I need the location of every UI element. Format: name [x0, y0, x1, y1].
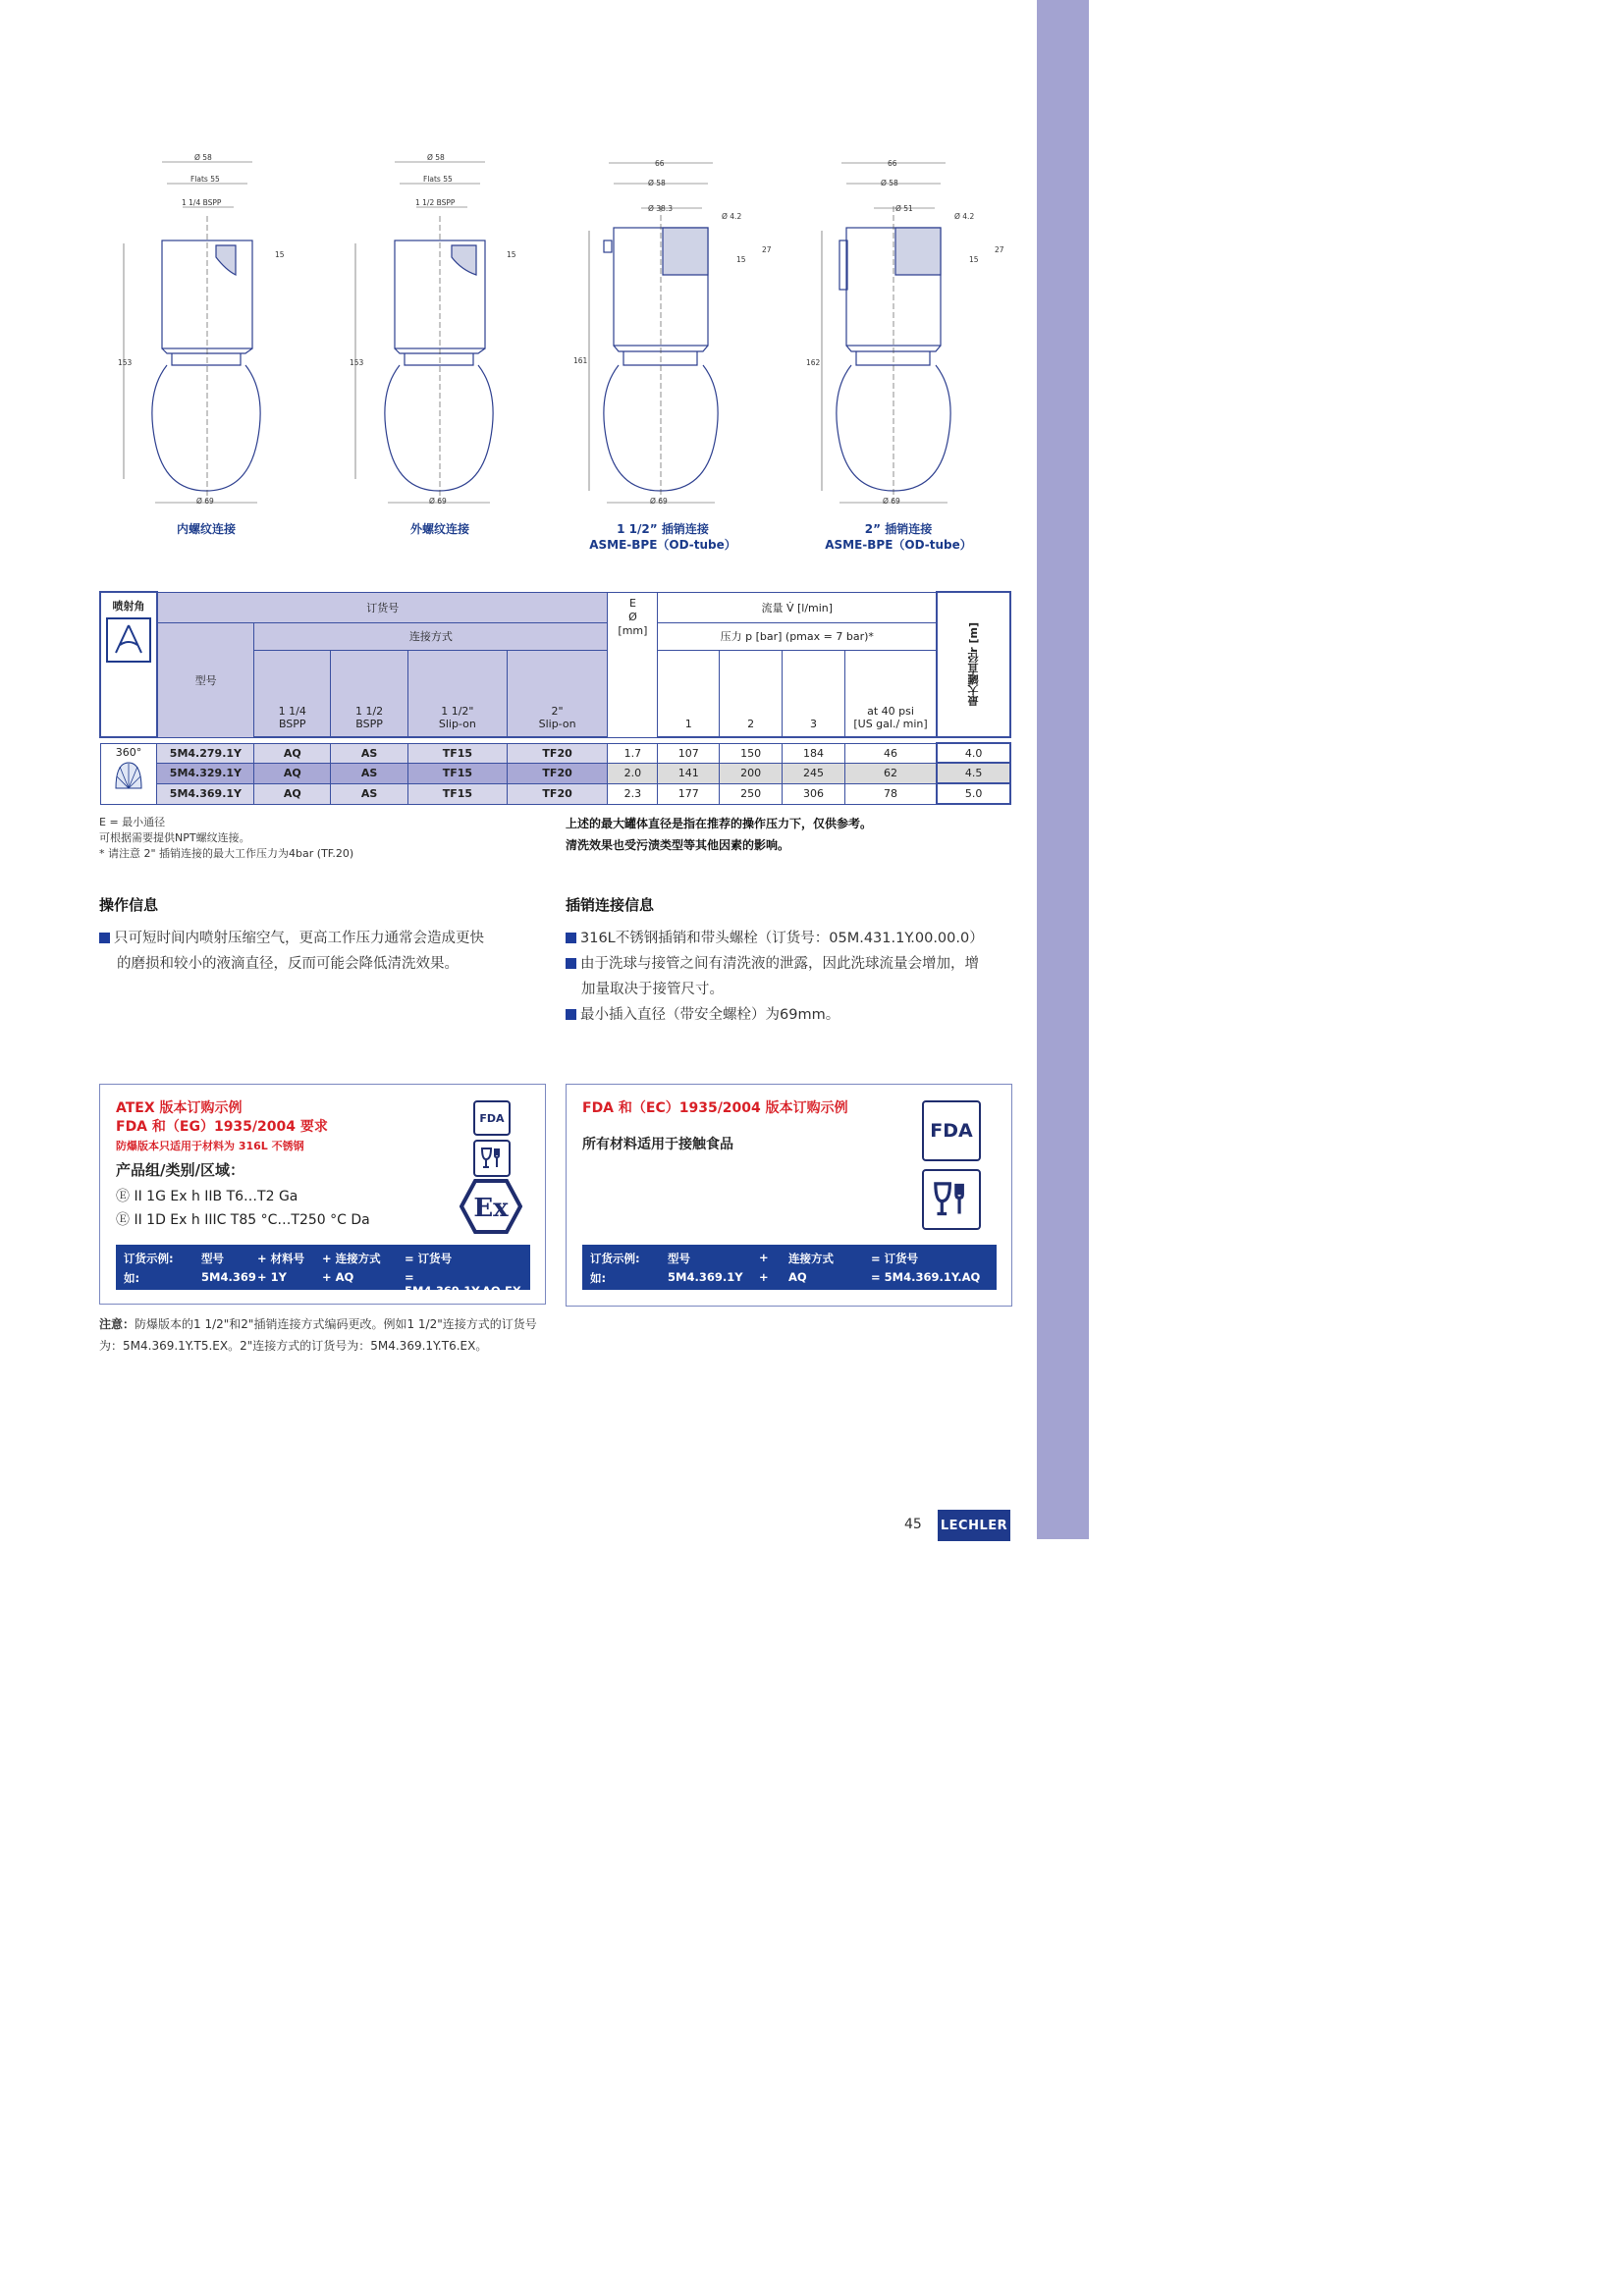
- row3-psi: 78: [844, 783, 937, 804]
- row3-p2: 250: [720, 783, 783, 804]
- slipon-b2b: 加量取决于接管尺寸。: [581, 982, 724, 997]
- angle-cell: [100, 743, 157, 804]
- operating-line1: 只可短时间内喷射压缩空气，更高工作压力通常会造成更快: [114, 931, 484, 946]
- fda-subtitle: 所有材料适用于接触食品: [582, 1137, 733, 1152]
- row1-c1: AQ: [254, 743, 331, 763]
- food-contact-icon: [473, 1140, 511, 1177]
- spray-angle-icon: [106, 617, 151, 663]
- spec-table: [99, 591, 1011, 805]
- atex-ord-v3: + 1Y: [257, 1270, 287, 1284]
- atex-ord-v1: 如:: [124, 1271, 140, 1285]
- caption-slipon-2: [815, 521, 982, 553]
- d3-dia42: Ø 4.2: [722, 212, 742, 221]
- atex-ord-v2: 5M4.369: [201, 1270, 256, 1284]
- atex-g2: Ⓔ II 1D Ex h IIIC T85 °C…T250 °C Da: [116, 1212, 370, 1228]
- table-row: [100, 783, 1010, 804]
- footnote-line2: 为：5M4.369.1Y.T5.EX。2"连接方式的订货号为：5M4.369.1Y.T6.EX。: [99, 1339, 488, 1353]
- pressure-header: 压力 p [bar] (pmax = 7 bar)*: [658, 622, 937, 650]
- technical-drawings: [88, 147, 1031, 560]
- fda-ord-h2: 型号: [668, 1252, 690, 1265]
- slipon-title: 插销连接信息: [566, 896, 655, 914]
- row2-p2: 200: [720, 763, 783, 783]
- d4-dia42: Ø 4.2: [954, 212, 975, 221]
- spray-pattern-icon: [112, 759, 145, 792]
- page-number: 45: [904, 1517, 922, 1532]
- caption-slipon-1-5-line2: ASME-BPE（OD-tube）: [589, 538, 736, 552]
- row3-c2: AS: [331, 783, 408, 804]
- row1-c2: AS: [331, 743, 408, 763]
- row2-p1: 141: [658, 763, 720, 783]
- atex-group: 产品组/类别/区域：: [116, 1161, 244, 1179]
- fda-ord-v1: 如:: [590, 1271, 607, 1285]
- fda-logo-large: [922, 1100, 981, 1161]
- note-cleaning: 清洗效果也受污渍类型等其他因素的影响。: [566, 838, 790, 852]
- footnote: [99, 1313, 551, 1357]
- d1-flats: Flats 55: [190, 175, 220, 184]
- atex-ord-v5: = 5M4.369.1Y.AQ.EX: [405, 1270, 521, 1298]
- conn-col-2: 1 1/2 BSPP: [331, 650, 408, 736]
- glass-fork-icon: [931, 1179, 972, 1220]
- conn-col-1: 1 1/4 BSPP: [254, 650, 331, 736]
- d4-h15: 15: [969, 255, 979, 264]
- d1-h15: 15: [275, 250, 285, 259]
- bullet-icon: [99, 933, 110, 943]
- caption-slipon-2-line1: 2” 插销连接: [864, 522, 933, 536]
- caption-internal-thread: 内螺纹连接: [176, 522, 236, 536]
- page-sidebar-stripe: [1037, 0, 1089, 1539]
- d4-h162: 162: [806, 358, 821, 367]
- d3-dia58: Ø 58: [648, 179, 666, 187]
- conn-col-3: 1 1/2" Slip-on: [407, 650, 507, 736]
- slipon-b2a: 由于洗球与接管之间有清洗液的泄露，因此洗球流量会增加，增: [580, 956, 979, 972]
- atex-title3: 防爆版本只适用于材料为 316L 不锈钢: [116, 1140, 304, 1152]
- fda-box: [566, 1084, 1012, 1307]
- row1-model: 5M4.279.1Y: [157, 743, 254, 763]
- model-header: 型号: [157, 622, 254, 737]
- d4-dia58: Ø 58: [881, 179, 898, 187]
- d1-thread: 1 1/4 BSPP: [182, 198, 222, 207]
- atex-order-example: [116, 1245, 530, 1298]
- bullet-icon: [566, 1009, 576, 1020]
- fda-ord-v3: +: [759, 1270, 769, 1284]
- spray-angle-header: [100, 592, 157, 737]
- row3-e: 2.3: [608, 783, 658, 804]
- note-pressure: * 请注意 2" 插销连接的最大工作压力为4bar (TF.20): [99, 847, 354, 860]
- caption-slipon-1-5-line1: 1 1/2” 插销连接: [617, 522, 709, 536]
- row2-c4: TF20: [507, 763, 608, 783]
- caption-slipon-1-5: [584, 521, 741, 553]
- pressure-2: 2: [720, 650, 783, 736]
- drawing-internal-thread: [152, 240, 260, 491]
- footnote-label: 注意：: [99, 1317, 135, 1331]
- d2-h15: 15: [507, 250, 516, 259]
- d4-dia69: Ø 69: [883, 497, 900, 506]
- row3-p3: 306: [783, 783, 845, 804]
- table-bold-notes: [566, 813, 872, 856]
- d1-dia69: Ø 69: [196, 497, 214, 506]
- pressure-psi: at 40 psi [US gal./ min]: [844, 650, 937, 736]
- d1-h153: 153: [118, 358, 133, 367]
- row2-c1: AQ: [254, 763, 331, 783]
- row2-e: 2.0: [608, 763, 658, 783]
- fda-ord-h4: 连接方式: [788, 1252, 834, 1265]
- row1-p2: 150: [720, 743, 783, 763]
- fda-ord-h5: = 订货号: [871, 1252, 919, 1265]
- slipon-b1: 316L不锈钢插销和带头螺栓（订货号：05M.431.1Y.00.00.0）: [580, 931, 984, 946]
- ex-hexagon-icon: [460, 1179, 522, 1234]
- fda-title: FDA 和（EC）1935/2004 版本订购示例: [582, 1100, 848, 1116]
- food-contact-icon-large: [922, 1169, 981, 1230]
- bullet-icon: [566, 958, 576, 969]
- table-notes: [99, 815, 353, 862]
- d2-h153: 153: [350, 358, 364, 367]
- row1-e: 1.7: [608, 743, 658, 763]
- d3-dia38: Ø 38.3: [648, 204, 673, 213]
- table-row: [100, 743, 1010, 763]
- atex-title1: ATEX 版本订购示例: [116, 1100, 243, 1116]
- fda-ord-h1: 订货示例:: [590, 1252, 640, 1265]
- row2-max: 4.5: [937, 763, 1010, 783]
- operating-title: 操作信息: [99, 896, 159, 914]
- e-header: E Ø [mm]: [608, 592, 658, 737]
- note-npt: 可根据需要提供NPT螺纹连接。: [99, 831, 250, 844]
- fda-order-example: [582, 1245, 997, 1290]
- fda-logo-text: FDA: [479, 1111, 505, 1125]
- slipon-b3: 最小插入直径（带安全螺栓）为69mm。: [580, 1007, 840, 1023]
- atex-title2: FDA 和（EG）1935/2004 要求: [116, 1119, 328, 1135]
- fda-logo: [473, 1100, 511, 1136]
- d2-thread: 1 1/2 BSPP: [415, 198, 456, 207]
- row1-p3: 184: [783, 743, 845, 763]
- d3-h161: 161: [573, 356, 588, 365]
- atex-g1: Ⓔ II 1G Ex h IIB T6…T2 Ga: [116, 1189, 298, 1204]
- order-no-header: 订货号: [157, 592, 608, 622]
- row1-max: 4.0: [937, 743, 1010, 763]
- d3-h27: 27: [762, 245, 772, 254]
- d3-w66: 66: [655, 159, 665, 168]
- atex-ord-h2: 型号: [201, 1252, 224, 1265]
- footnote-line1: 防爆版本的1 1/2"和2"插销连接方式编码更改。例如1 1/2"连接方式的订货号: [135, 1317, 537, 1331]
- glass-fork-icon: [479, 1146, 505, 1171]
- connection-header: 连接方式: [254, 622, 608, 650]
- table-row: [100, 763, 1010, 783]
- row2-p3: 245: [783, 763, 845, 783]
- d3-dia69: Ø 69: [650, 497, 668, 506]
- fda-ord-v2: 5M4.369.1Y: [668, 1270, 743, 1284]
- angle-value: 360°: [115, 745, 142, 759]
- max-dia-header: [937, 592, 1010, 737]
- operating-line2: 的磨损和较小的液滴直径，反而可能会降低清洗效果。: [117, 956, 459, 972]
- row2-c2: AS: [331, 763, 408, 783]
- drawing-external-thread: [385, 240, 493, 491]
- row2-model: 5M4.329.1Y: [157, 763, 254, 783]
- fda-ord-v5: = 5M4.369.1Y.AQ: [871, 1270, 981, 1284]
- d2-flats: Flats 55: [423, 175, 453, 184]
- d3-h15: 15: [736, 255, 746, 264]
- row1-c3: TF15: [407, 743, 507, 763]
- d2-dia69: Ø 69: [429, 497, 447, 506]
- pressure-1: 1: [658, 650, 720, 736]
- fda-ord-v4: AQ: [788, 1270, 807, 1284]
- pressure-3: 3: [783, 650, 845, 736]
- slipon-list: [566, 926, 1017, 1028]
- atex-box: [99, 1084, 546, 1305]
- flow-header: 流量 V̇ [l/min]: [658, 592, 937, 622]
- atex-ord-h4: + 连接方式: [322, 1252, 381, 1265]
- atex-ord-h5: = 订货号: [405, 1252, 453, 1265]
- row3-p1: 177: [658, 783, 720, 804]
- ex-text: Ex: [473, 1194, 509, 1223]
- row3-max: 5.0: [937, 783, 1010, 804]
- row3-c3: TF15: [407, 783, 507, 804]
- conn-col-4: 2" Slip-on: [507, 650, 608, 736]
- d4-w66: 66: [888, 159, 897, 168]
- note-e: E = 最小通径: [99, 816, 166, 828]
- atex-ord-v4: + AQ: [322, 1270, 354, 1284]
- row1-c4: TF20: [507, 743, 608, 763]
- note-max-dia: 上述的最大罐体直径是指在推荐的操作压力下，仅供参考。: [566, 817, 873, 830]
- row3-c1: AQ: [254, 783, 331, 804]
- row3-model: 5M4.369.1Y: [157, 783, 254, 804]
- row3-c4: TF20: [507, 783, 608, 804]
- caption-external-thread: 外螺纹连接: [409, 522, 469, 536]
- fda-ord-h3: +: [759, 1251, 769, 1264]
- max-dia-label: 最大罐直径r [m]: [966, 622, 980, 707]
- brand-logo: LECHLER: [938, 1510, 1010, 1541]
- bullet-icon: [566, 933, 576, 943]
- caption-slipon-2-line2: ASME-BPE（OD-tube）: [825, 538, 972, 552]
- spray-angle-label: 喷射角: [112, 600, 145, 613]
- row2-c3: TF15: [407, 763, 507, 783]
- row2-psi: 62: [844, 763, 937, 783]
- d4-dia51: Ø 51: [895, 204, 913, 213]
- atex-ord-h3: + 材料号: [257, 1252, 305, 1265]
- row1-p1: 107: [658, 743, 720, 763]
- operating-list: [99, 926, 541, 977]
- atex-ord-h1: 订货示例:: [124, 1252, 174, 1265]
- fda-logo-large-text: FDA: [930, 1120, 973, 1142]
- d4-h27: 27: [995, 245, 1004, 254]
- row1-psi: 46: [844, 743, 937, 763]
- d2-dia58: Ø 58: [427, 153, 445, 162]
- d1-dia58: Ø 58: [194, 153, 212, 162]
